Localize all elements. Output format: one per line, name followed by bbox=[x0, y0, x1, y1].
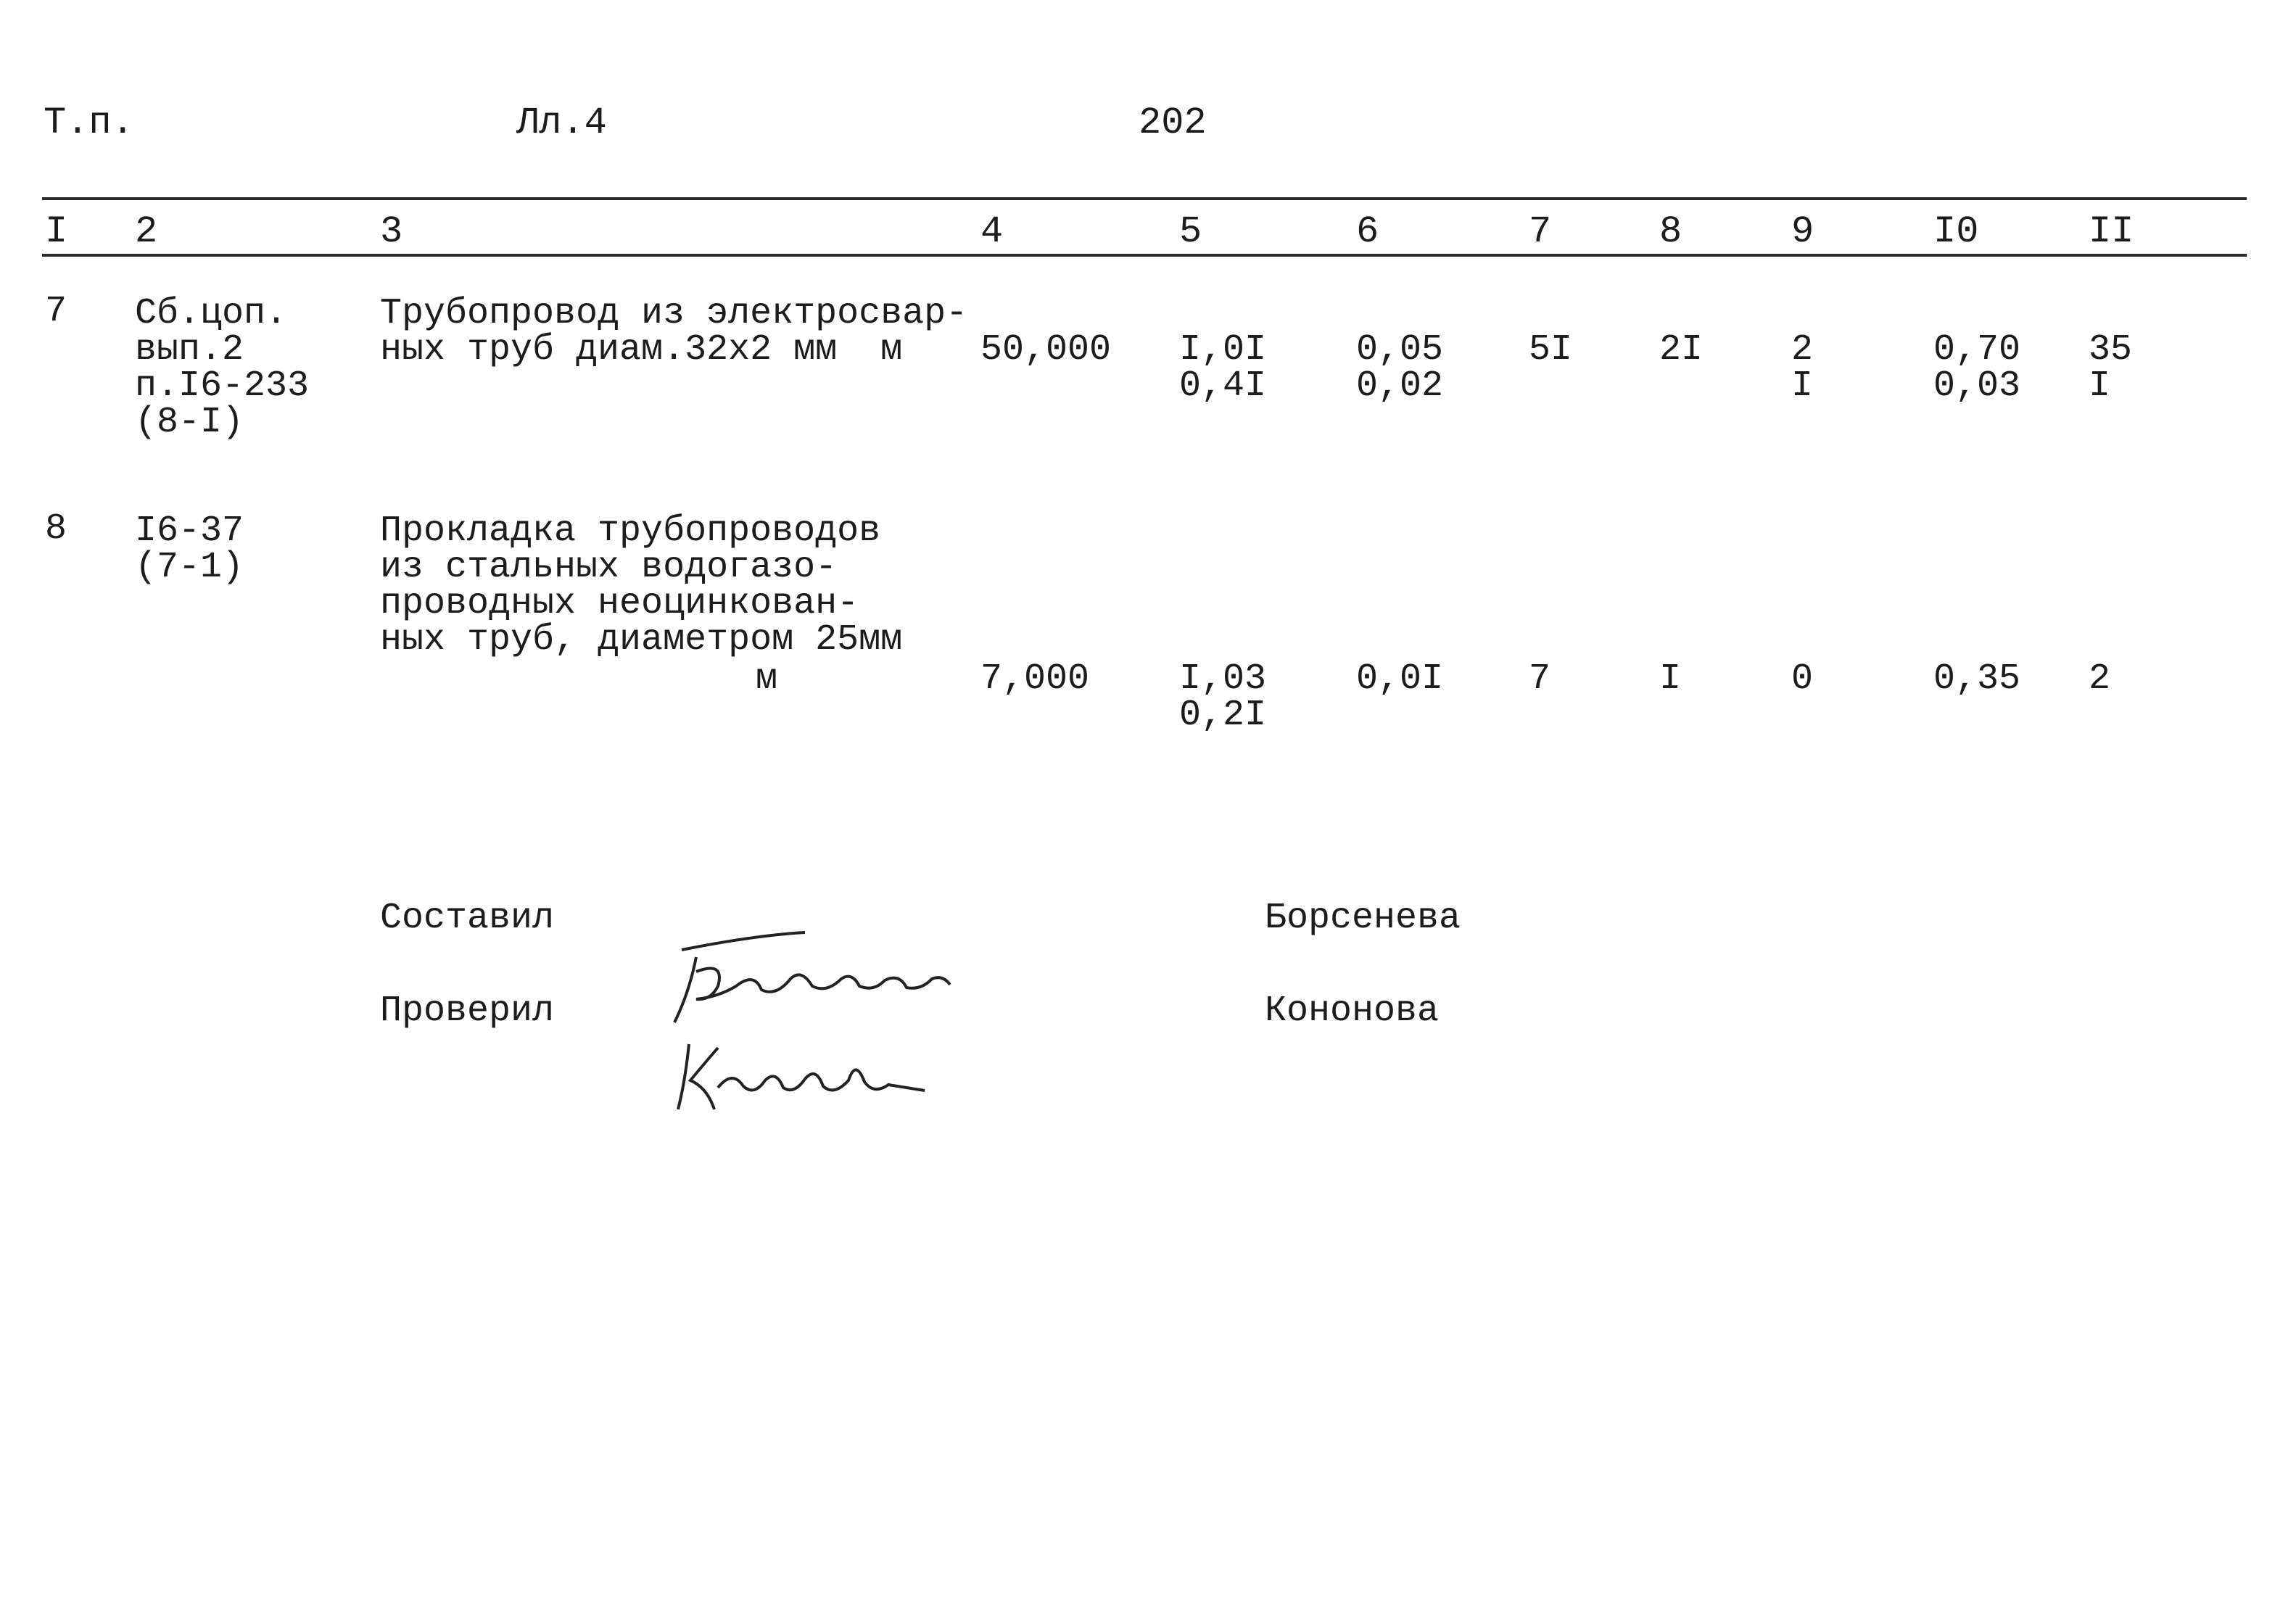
row7-col5: I,0I 0,4I bbox=[1179, 329, 1267, 407]
page-number: 202 bbox=[1139, 102, 1207, 144]
col-header-6: 6 bbox=[1356, 210, 1379, 253]
col-header-2: 2 bbox=[135, 210, 158, 253]
row7-col9: 2 I bbox=[1791, 329, 1814, 407]
row7-col1: 7 bbox=[45, 291, 67, 332]
row8-col9: 0 bbox=[1791, 658, 1814, 700]
row8-col11: 2 bbox=[2089, 658, 2111, 700]
header-bottom-rule bbox=[42, 254, 2247, 257]
row7-col3: Трубопровод из электросвар- ных труб диам.32х2 мм м bbox=[380, 293, 968, 371]
row8-col5: I,03 0,2I bbox=[1179, 658, 1267, 736]
col-header-1: I bbox=[45, 210, 68, 253]
col-header-9: 9 bbox=[1791, 210, 1814, 253]
col-header-10: I0 bbox=[1933, 210, 1979, 253]
row8-col10: 0,35 bbox=[1933, 658, 2021, 700]
checked-signature-glyph bbox=[674, 1030, 936, 1117]
row8-col6: 0,0I bbox=[1356, 658, 1444, 700]
row7-col10: 0,70 0,03 bbox=[1933, 329, 2021, 407]
row8-col4: 7,000 bbox=[980, 658, 1090, 700]
sheet-number: Лл.4 bbox=[516, 102, 607, 144]
row7-col4: 50,000 bbox=[980, 329, 1112, 371]
col-header-11: II bbox=[2089, 210, 2134, 253]
col-header-8: 8 bbox=[1659, 210, 1682, 253]
checked-signature bbox=[638, 964, 936, 1130]
row8-col3-unit: м bbox=[756, 658, 778, 700]
row8-col1: 8 bbox=[45, 508, 67, 550]
row8-col8: I bbox=[1659, 658, 1682, 700]
col-header-7: 7 bbox=[1529, 210, 1552, 253]
compiled-name: Борсенева bbox=[1265, 898, 1461, 939]
col-header-4: 4 bbox=[980, 210, 1004, 253]
col-header-5: 5 bbox=[1179, 210, 1202, 253]
row8-col3: Прокладка трубопроводов из стальных водогазо- проводных неоцинкован- ных труб, диаметром 25мм bbox=[380, 510, 903, 661]
row8-col2: I6-37 (7-1) bbox=[135, 510, 244, 588]
row7-col2: Сб.цоп. вып.2 п.I6-233 (8-I) bbox=[135, 293, 310, 443]
doc-type: Т.п. bbox=[44, 102, 134, 144]
col-header-3: 3 bbox=[380, 210, 403, 253]
row7-col11: 35 I bbox=[2089, 329, 2133, 407]
row8-col7: 7 bbox=[1529, 658, 1551, 700]
compiled-label: Составил bbox=[380, 898, 555, 939]
checked-name: Кононова bbox=[1265, 990, 1440, 1032]
top-rule bbox=[42, 197, 2247, 200]
row7-col7: 5I bbox=[1529, 329, 1573, 371]
checked-label: Проверил bbox=[380, 990, 555, 1032]
row7-col6: 0,05 0,02 bbox=[1356, 329, 1444, 407]
row7-col8: 2I bbox=[1659, 329, 1704, 371]
